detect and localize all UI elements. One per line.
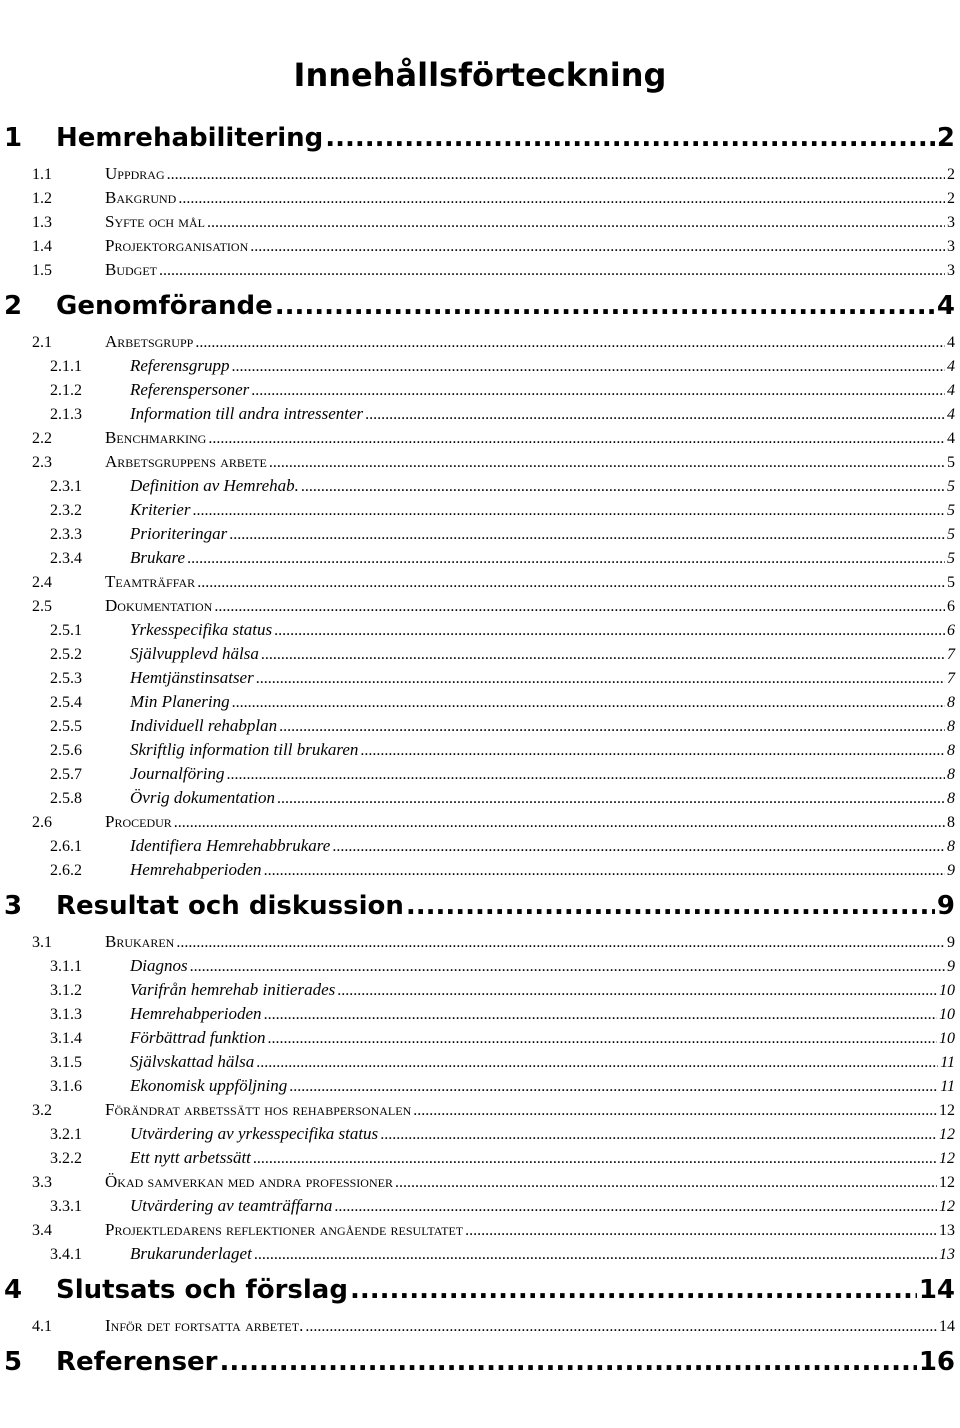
toc-entry-number: 2.5.3 bbox=[50, 670, 82, 687]
toc-dot-leader bbox=[279, 715, 945, 739]
toc-entry-number: 3.2.1 bbox=[50, 1126, 82, 1143]
toc-entry-2-5-1[interactable] bbox=[0, 618, 955, 642]
toc-dot-leader bbox=[229, 523, 945, 547]
toc-entry-number: 2.6 bbox=[32, 814, 52, 831]
toc-entry-2-3-1[interactable] bbox=[0, 474, 955, 498]
toc-entry-title: Kriterier bbox=[130, 500, 191, 519]
toc-dot-leader bbox=[264, 859, 945, 883]
toc-dot-leader bbox=[174, 811, 945, 835]
toc-entry-3-2[interactable] bbox=[0, 1098, 955, 1122]
toc-entry-3-3[interactable] bbox=[0, 1170, 955, 1194]
toc-entry-number: 1.5 bbox=[32, 262, 52, 279]
toc-entry-3-1-3[interactable] bbox=[0, 1002, 955, 1026]
toc-dot-leader bbox=[195, 331, 945, 355]
toc-entry-number: 3.1.1 bbox=[50, 958, 82, 975]
toc-entry-title: Hemrehabperioden bbox=[130, 1004, 262, 1023]
toc-entry-number: 1.3 bbox=[32, 214, 52, 231]
toc-entry-number: 2.3.1 bbox=[50, 478, 82, 495]
toc-dot-leader bbox=[332, 835, 945, 859]
toc-entry-title: Yrkesspecifika status bbox=[130, 620, 273, 639]
toc-entry-1-4[interactable] bbox=[0, 234, 955, 258]
toc-entry-number: 3.4.1 bbox=[50, 1246, 82, 1263]
toc-entry-page: 5 bbox=[947, 550, 955, 567]
toc-entry-page: 2 bbox=[936, 123, 955, 153]
toc-entry-number: 2.3.2 bbox=[50, 502, 82, 519]
toc-dot-leader bbox=[365, 403, 945, 427]
toc-entry-title: Självupplevd hälsa bbox=[130, 644, 259, 663]
toc-entry-number: 3.4 bbox=[32, 1222, 52, 1239]
toc-entry-2-6[interactable] bbox=[0, 810, 955, 834]
toc-dot-leader bbox=[277, 787, 945, 811]
toc-entry-title: Ökad samverkan med andra professioner bbox=[105, 1172, 393, 1191]
toc-entry-2-5-6[interactable] bbox=[0, 738, 955, 762]
toc-entry-number: 1 bbox=[4, 123, 23, 153]
toc-dot-leader bbox=[268, 1027, 937, 1051]
toc-dot-leader bbox=[207, 211, 945, 235]
toc-dot-leader bbox=[261, 643, 945, 667]
toc-entry-page: 12 bbox=[939, 1198, 955, 1215]
toc-title: Innehållsförteckning bbox=[293, 56, 667, 94]
toc-entry-page: 12 bbox=[939, 1126, 955, 1143]
toc-dot-leader bbox=[360, 739, 945, 763]
toc-entry-number: 2.3 bbox=[32, 454, 52, 471]
toc-entry-number: 2.6.2 bbox=[50, 862, 82, 879]
toc-entry-title: Information till andra intressenter bbox=[130, 404, 364, 423]
toc-entry-title: Brukarunderlaget bbox=[130, 1244, 252, 1263]
toc-entry-title: Inför det fortsatta arbetet. bbox=[105, 1316, 304, 1335]
toc-dot-leader bbox=[337, 979, 937, 1003]
toc-entry-title: Diagnos bbox=[130, 956, 188, 975]
toc-dot-leader bbox=[305, 1315, 937, 1339]
toc-dot-leader bbox=[226, 763, 945, 787]
toc-entry-number: 2.5.8 bbox=[50, 790, 82, 807]
toc-entry-page: 3 bbox=[947, 262, 955, 279]
toc-entry-title: Arbetsgrupp bbox=[105, 332, 194, 351]
toc-entry-2-3[interactable] bbox=[0, 450, 955, 474]
toc-dot-leader bbox=[325, 120, 935, 156]
toc-entry-number: 1.4 bbox=[32, 238, 52, 255]
toc-entry-page: 5 bbox=[947, 502, 955, 519]
toc-entry-page: 16 bbox=[918, 1347, 955, 1377]
toc-entry-page: 12 bbox=[939, 1174, 955, 1191]
toc-entry-number: 1.1 bbox=[32, 166, 52, 183]
toc-entry-title: Genomförande bbox=[56, 291, 273, 321]
toc-entry-number: 2.1.2 bbox=[50, 382, 82, 399]
toc-entry-page: 8 bbox=[947, 742, 955, 759]
toc-entry-number: 2.6.1 bbox=[50, 838, 82, 855]
toc-dot-leader bbox=[301, 475, 945, 499]
toc-entry-number: 3.1.6 bbox=[50, 1078, 82, 1095]
toc-entry-title: Varifrån hemrehab initierades bbox=[130, 980, 336, 999]
toc-entry-page: 5 bbox=[947, 574, 955, 591]
toc-entry-3-4-1[interactable] bbox=[0, 1242, 955, 1266]
toc-entry-page: 4 bbox=[936, 291, 955, 321]
toc-entry-title: Individuell rehabplan bbox=[130, 716, 278, 735]
toc-entry-1[interactable] bbox=[0, 120, 955, 156]
toc-entry-title: Bakgrund bbox=[105, 188, 177, 207]
toc-entry-2-3-2[interactable] bbox=[0, 498, 955, 522]
toc-entry-page: 3 bbox=[947, 214, 955, 231]
toc-entry-title: Självskattad hälsa bbox=[130, 1052, 255, 1071]
toc-entry-number: 4.1 bbox=[32, 1318, 52, 1335]
toc-entry-2-1-3[interactable] bbox=[0, 402, 955, 426]
toc-entry-page: 10 bbox=[939, 1030, 955, 1047]
toc-dot-leader bbox=[413, 1099, 937, 1123]
toc-entry-2-6-2[interactable] bbox=[0, 858, 955, 882]
toc-dot-leader bbox=[192, 499, 945, 523]
toc-entry-page: 4 bbox=[947, 382, 955, 399]
toc-entry-4-1[interactable] bbox=[0, 1314, 955, 1338]
toc-entry-page: 7 bbox=[947, 646, 955, 663]
toc-entry-title: Hemrehabilitering bbox=[56, 123, 324, 153]
toc-entry-number: 3.3 bbox=[32, 1174, 52, 1191]
toc-entry-page: 5 bbox=[947, 526, 955, 543]
toc-entry-1-2[interactable] bbox=[0, 186, 955, 210]
toc-entry-3-1[interactable] bbox=[0, 930, 955, 954]
toc-entry-2-5-2[interactable] bbox=[0, 642, 955, 666]
toc-entry-title: Skriftlig information till brukaren bbox=[130, 740, 359, 759]
toc-entry-title: Förbättrad funktion bbox=[130, 1028, 266, 1047]
toc-entry-page: 11 bbox=[940, 1054, 955, 1071]
toc-entry-number: 2.5.5 bbox=[50, 718, 82, 735]
toc-entry-number: 2 bbox=[4, 291, 23, 321]
toc-entry-page: 14 bbox=[939, 1318, 955, 1335]
toc-entry-page: 8 bbox=[947, 814, 955, 831]
toc-dot-leader bbox=[176, 931, 945, 955]
toc-entry-page: 13 bbox=[939, 1246, 955, 1263]
toc-entry-page: 10 bbox=[939, 1006, 955, 1023]
toc-dot-leader bbox=[465, 1219, 937, 1243]
toc-entry-page: 9 bbox=[947, 862, 955, 879]
toc-entry-title: Utvärdering av teamträffarna bbox=[130, 1196, 333, 1215]
toc-entry-page: 9 bbox=[936, 891, 955, 921]
toc-entry-page: 4 bbox=[947, 406, 955, 423]
toc-entry-number: 2.5.4 bbox=[50, 694, 82, 711]
toc-entry-title: Projektledarens reflektioner angående resultatet bbox=[105, 1220, 464, 1239]
toc-entry-title: Prioriteringar bbox=[130, 524, 228, 543]
toc-entry-2-1-2[interactable] bbox=[0, 378, 955, 402]
toc-entry-2-5-7[interactable] bbox=[0, 762, 955, 786]
toc-entry-number: 2.3.3 bbox=[50, 526, 82, 543]
toc-dot-leader bbox=[269, 451, 945, 475]
toc-entry-title: Referenspersoner bbox=[130, 380, 250, 399]
toc-entry-title: Resultat och diskussion bbox=[56, 891, 404, 921]
toc-entry-number: 3.1 bbox=[32, 934, 52, 951]
toc-dot-leader bbox=[275, 288, 935, 324]
toc-entry-2-4[interactable] bbox=[0, 570, 955, 594]
toc-entry-1-3[interactable] bbox=[0, 210, 955, 234]
toc-entry-2-3-3[interactable] bbox=[0, 522, 955, 546]
toc-entry-3-1-6[interactable] bbox=[0, 1074, 955, 1098]
toc-entry-number: 3.1.3 bbox=[50, 1006, 82, 1023]
toc-entry-number: 3.1.4 bbox=[50, 1030, 82, 1047]
toc-dot-leader bbox=[250, 235, 945, 259]
toc-entry-number: 2.2 bbox=[32, 430, 52, 447]
toc-entry-1-1[interactable] bbox=[0, 162, 955, 186]
toc-entry-5[interactable] bbox=[0, 1344, 955, 1380]
toc-dot-leader bbox=[350, 1272, 917, 1308]
toc-dot-leader bbox=[274, 619, 945, 643]
toc-dot-leader bbox=[220, 1344, 917, 1380]
toc-dot-leader bbox=[231, 355, 945, 379]
toc-entry-number: 3 bbox=[4, 891, 23, 921]
toc-dot-leader bbox=[190, 955, 945, 979]
toc-entry-2-5-3[interactable] bbox=[0, 666, 955, 690]
toc-entry-title: Dokumentation bbox=[105, 596, 213, 615]
toc-dot-leader bbox=[214, 595, 945, 619]
toc-dot-leader bbox=[264, 1003, 937, 1027]
toc-entry-number: 2.5.7 bbox=[50, 766, 82, 783]
toc-dot-leader bbox=[251, 379, 945, 403]
toc-entry-page: 9 bbox=[947, 934, 955, 951]
toc-entry-page: 12 bbox=[939, 1102, 955, 1119]
toc-entry-1-5[interactable] bbox=[0, 258, 955, 282]
toc-entry-number: 3.2.2 bbox=[50, 1150, 82, 1167]
toc-entry-3[interactable] bbox=[0, 888, 955, 924]
toc-entry-page: 5 bbox=[947, 454, 955, 471]
toc-entry-number: 3.1.2 bbox=[50, 982, 82, 999]
toc-entry-page: 4 bbox=[947, 334, 955, 351]
toc-entry-page: 3 bbox=[947, 238, 955, 255]
toc-entry-3-3-1[interactable] bbox=[0, 1194, 955, 1218]
toc-entry-number: 4 bbox=[4, 1275, 23, 1305]
toc-entry-title: Syfte och mål bbox=[105, 212, 205, 231]
toc-dot-leader bbox=[406, 888, 935, 924]
toc-dot-leader bbox=[159, 259, 945, 283]
toc-entry-title: Referensgrupp bbox=[130, 356, 230, 375]
toc-dot-leader bbox=[256, 667, 945, 691]
toc-dot-leader bbox=[256, 1051, 938, 1075]
toc-entry-title: Brukare bbox=[130, 548, 186, 567]
toc-dot-leader bbox=[289, 1075, 938, 1099]
toc-dot-leader bbox=[253, 1147, 937, 1171]
toc-dot-leader bbox=[334, 1195, 937, 1219]
toc-entry-page: 2 bbox=[947, 190, 955, 207]
toc-entry-number: 2.3.4 bbox=[50, 550, 82, 567]
toc-entry-number: 2.5 bbox=[32, 598, 52, 615]
toc-entry-4[interactable] bbox=[0, 1272, 955, 1308]
toc-entry-2[interactable] bbox=[0, 288, 955, 324]
toc-entry-page: 8 bbox=[947, 838, 955, 855]
toc-entry-2-2[interactable] bbox=[0, 426, 955, 450]
toc-entry-page: 4 bbox=[947, 430, 955, 447]
toc-entry-page: 8 bbox=[947, 694, 955, 711]
toc-dot-leader bbox=[254, 1243, 937, 1267]
toc-entry-page: 13 bbox=[939, 1222, 955, 1239]
toc-dot-leader bbox=[395, 1171, 937, 1195]
toc-entry-number: 2.1 bbox=[32, 334, 52, 351]
toc-entry-number: 2.5.6 bbox=[50, 742, 82, 759]
toc-entry-3-2-1[interactable] bbox=[0, 1122, 955, 1146]
toc-entry-page: 8 bbox=[947, 766, 955, 783]
toc-entry-2-1-1[interactable] bbox=[0, 354, 955, 378]
toc-dot-leader bbox=[208, 427, 945, 451]
toc-entry-title: Hemtjänstinsatser bbox=[130, 668, 254, 687]
toc-entry-title: Arbetsgruppens arbete bbox=[105, 452, 267, 471]
toc-dot-leader bbox=[167, 163, 945, 187]
toc-entry-page: 4 bbox=[947, 358, 955, 375]
toc-entry-page: 12 bbox=[939, 1150, 955, 1167]
toc-dot-leader bbox=[197, 571, 945, 595]
toc-entry-2-1[interactable] bbox=[0, 330, 955, 354]
toc-entry-page: 14 bbox=[918, 1275, 955, 1305]
toc-entry-title: Projektorganisation bbox=[105, 236, 249, 255]
toc-entry-title: Budget bbox=[105, 260, 157, 279]
toc-entry-title: Teamträffar bbox=[105, 572, 196, 591]
toc-entry-page: 10 bbox=[939, 982, 955, 999]
toc-entry-title: Förändrat arbetssätt hos rehabpersonalen bbox=[105, 1100, 412, 1119]
toc-entry-title: Slutsats och förslag bbox=[56, 1275, 348, 1305]
toc-entry-page: 6 bbox=[947, 622, 955, 639]
toc-entry-page: 11 bbox=[940, 1078, 955, 1095]
toc-entry-page: 2 bbox=[947, 166, 955, 183]
toc-entry-page: 6 bbox=[947, 598, 955, 615]
toc-entry-3-1-2[interactable] bbox=[0, 978, 955, 1002]
toc-entry-number: 3.3.1 bbox=[50, 1198, 82, 1215]
toc-entry-3-1-5[interactable] bbox=[0, 1050, 955, 1074]
toc-entry-2-5-5[interactable] bbox=[0, 714, 955, 738]
toc-entry-number: 3.2 bbox=[32, 1102, 52, 1119]
toc-dot-leader bbox=[232, 691, 945, 715]
toc-entry-title: Procedur bbox=[105, 812, 172, 831]
toc-entry-title: Uppdrag bbox=[105, 164, 165, 183]
toc-entry-3-4[interactable] bbox=[0, 1218, 955, 1242]
toc-entry-number: 2.5.2 bbox=[50, 646, 82, 663]
toc-entry-title: Benchmarking bbox=[105, 428, 207, 447]
toc-entry-page: 8 bbox=[947, 718, 955, 735]
toc-dot-leader bbox=[380, 1123, 937, 1147]
toc-entry-number: 2.1.3 bbox=[50, 406, 82, 423]
toc-entry-page: 8 bbox=[947, 790, 955, 807]
toc-entry-title: Ett nytt arbetssätt bbox=[130, 1148, 251, 1167]
toc-dot-leader bbox=[187, 547, 945, 571]
toc-dot-leader bbox=[178, 187, 945, 211]
toc-entry-title: Brukaren bbox=[105, 932, 175, 951]
toc-entry-title: Referenser bbox=[56, 1347, 218, 1377]
toc-entry-3-1-4[interactable] bbox=[0, 1026, 955, 1050]
toc-entry-page: 9 bbox=[947, 958, 955, 975]
toc-entry-2-5-8[interactable] bbox=[0, 786, 955, 810]
toc-entry-title: Hemrehabperioden bbox=[130, 860, 262, 879]
toc-entry-title: Utvärdering av yrkesspecifika status bbox=[130, 1124, 379, 1143]
toc-entry-2-5[interactable] bbox=[0, 594, 955, 618]
toc-entry-number: 2.4 bbox=[32, 574, 52, 591]
toc-entry-title: Övrig dokumentation bbox=[130, 788, 275, 807]
toc-entry-page: 7 bbox=[947, 670, 955, 687]
toc-entry-title: Journalföring bbox=[130, 764, 225, 783]
toc-entry-title: Min Planering bbox=[130, 692, 230, 711]
toc-entry-3-2-2[interactable] bbox=[0, 1146, 955, 1170]
toc-entry-3-1-1[interactable] bbox=[0, 954, 955, 978]
toc-entry-number: 3.1.5 bbox=[50, 1054, 82, 1071]
toc-entry-title: Definition av Hemrehab. bbox=[130, 476, 299, 495]
toc-entry-title: Ekonomisk uppföljning bbox=[130, 1076, 288, 1095]
toc-entry-title: Identifiera Hemrehabbrukare bbox=[130, 836, 331, 855]
toc-entry-2-5-4[interactable] bbox=[0, 690, 955, 714]
toc-entry-number: 2.5.1 bbox=[50, 622, 82, 639]
toc-entry-2-3-4[interactable] bbox=[0, 546, 955, 570]
toc-entry-number: 1.2 bbox=[32, 190, 52, 207]
toc-entry-number: 5 bbox=[4, 1347, 23, 1377]
toc-entry-number: 2.1.1 bbox=[50, 358, 82, 375]
toc-entry-page: 5 bbox=[947, 478, 955, 495]
toc-entry-2-6-1[interactable] bbox=[0, 834, 955, 858]
